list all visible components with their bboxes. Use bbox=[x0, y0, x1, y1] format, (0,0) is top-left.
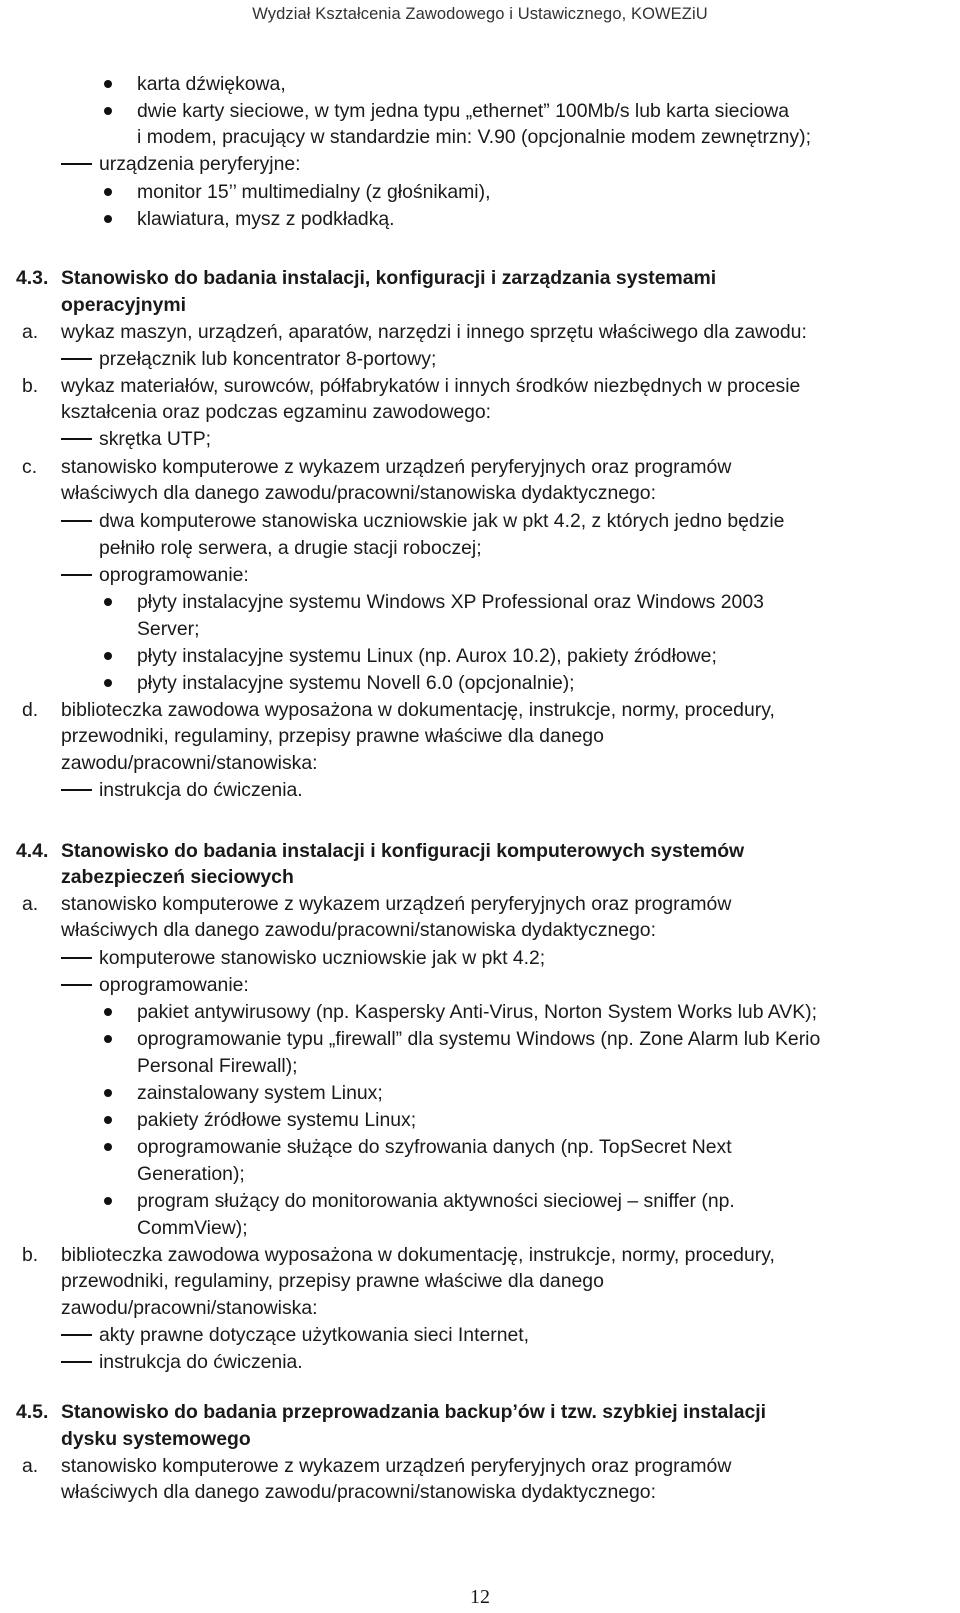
dash-icon bbox=[61, 1361, 92, 1363]
list-item: instrukcja do ćwiczenia. bbox=[99, 779, 303, 801]
list-item: akty prawne dotyczące użytkowania sieci Internet, bbox=[99, 1324, 530, 1346]
item-text-continuation: właściwych dla danego zawodu/pracowni/stanowiska dydaktycznego: bbox=[61, 1481, 656, 1503]
dash-icon bbox=[61, 574, 92, 576]
section-title: Stanowisko do badania instalacji, konfiguracji i zarządzania systemami bbox=[61, 267, 717, 289]
item-text-continuation: przewodniki, regulaminy, przepisy prawne właściwe dla danego bbox=[61, 1270, 604, 1292]
section-title-continuation: zabezpieczeń sieciowych bbox=[61, 866, 294, 888]
item-text-continuation: właściwych dla danego zawodu/pracowni/stanowiska dydaktycznego: bbox=[61, 482, 656, 504]
bullet-icon bbox=[104, 107, 112, 115]
bullet-icon bbox=[104, 215, 112, 223]
bullet-icon bbox=[104, 1089, 112, 1097]
bullet-icon bbox=[104, 1008, 112, 1016]
list-item: dwie karty sieciowe, w tym jedna typu „ethernet” 100Mb/s lub karta sieciowa bbox=[137, 100, 790, 122]
bullet-icon bbox=[104, 598, 112, 606]
bullet-icon bbox=[104, 1116, 112, 1124]
list-item-continuation: Server; bbox=[137, 618, 200, 640]
bullet-icon bbox=[104, 1035, 112, 1043]
bullet-icon bbox=[104, 679, 112, 687]
item-text: biblioteczka zawodowa wyposażona w dokumentację, instrukcje, normy, procedury, bbox=[61, 699, 775, 721]
list-item: oprogramowanie typu „firewall” dla systemu Windows (np. Zone Alarm lub Kerio bbox=[137, 1028, 821, 1050]
item-text-continuation: przewodniki, regulaminy, przepisy prawne właściwe dla danego bbox=[61, 725, 604, 747]
list-item-continuation: CommView); bbox=[137, 1217, 248, 1239]
item-text: wykaz materiałów, surowców, półfabrykatów i innych środków niezbędnych w procesie bbox=[61, 375, 801, 397]
section-title: Stanowisko do badania przeprowadzania backup’ów i tzw. szybkiej instalacji bbox=[61, 1401, 767, 1423]
bullet-icon bbox=[104, 188, 112, 196]
section-title-continuation: operacyjnymi bbox=[61, 294, 187, 316]
item-text: stanowisko komputerowe z wykazem urządzeń peryferyjnych oraz programów bbox=[61, 456, 732, 478]
list-item: przełącznik lub koncentrator 8-portowy; bbox=[99, 348, 437, 370]
running-header: Wydział Kształcenia Zawodowego i Ustawicznego, KOWEZiU bbox=[252, 5, 708, 23]
list-item: monitor 15’’ multimedialny (z głośnikami), bbox=[137, 181, 491, 203]
list-item: urządzenia peryferyjne: bbox=[99, 153, 301, 175]
item-letter: d. bbox=[22, 699, 39, 721]
page-number: 12 bbox=[470, 1586, 490, 1608]
section-number: 4.4. bbox=[16, 840, 49, 862]
item-text: biblioteczka zawodowa wyposażona w dokumentację, instrukcje, normy, procedury, bbox=[61, 1244, 775, 1266]
list-item: płyty instalacyjne systemu Linux (np. Aurox 10.2), pakiety źródłowe; bbox=[137, 645, 717, 667]
item-text-continuation: zawodu/pracowni/stanowiska: bbox=[61, 752, 318, 774]
dash-icon bbox=[61, 163, 92, 165]
list-item-continuation: Personal Firewall); bbox=[137, 1055, 298, 1077]
bullet-icon bbox=[104, 1143, 112, 1151]
dash-icon bbox=[61, 520, 92, 522]
item-text: stanowisko komputerowe z wykazem urządzeń peryferyjnych oraz programów bbox=[61, 1455, 732, 1477]
bullet-icon bbox=[104, 1197, 112, 1205]
item-text: wykaz maszyn, urządzeń, aparatów, narzędzi i innego sprzętu właściwego dla zawodu: bbox=[61, 321, 807, 343]
dash-icon bbox=[61, 438, 92, 440]
list-item: komputerowe stanowisko uczniowskie jak w pkt 4.2; bbox=[99, 947, 546, 969]
list-item-continuation: pełniło rolę serwera, a drugie stacji roboczej; bbox=[99, 537, 482, 559]
bullet-icon bbox=[104, 80, 112, 88]
list-item: płyty instalacyjne systemu Novell 6.0 (opcjonalnie); bbox=[137, 672, 575, 694]
section-number: 4.3. bbox=[16, 267, 49, 289]
item-letter: c. bbox=[22, 456, 38, 478]
list-item: dwa komputerowe stanowiska uczniowskie jak w pkt 4.2, z których jedno będzie bbox=[99, 510, 785, 532]
section-title-continuation: dysku systemowego bbox=[61, 1428, 251, 1450]
item-text-continuation: kształcenia oraz podczas egzaminu zawodowego: bbox=[61, 401, 492, 423]
list-item: instrukcja do ćwiczenia. bbox=[99, 1351, 303, 1373]
dash-icon bbox=[61, 358, 92, 360]
item-letter: b. bbox=[22, 375, 39, 397]
list-item: skrętka UTP; bbox=[99, 428, 212, 450]
list-item: karta dźwiękowa, bbox=[137, 73, 286, 95]
list-item: oprogramowanie: bbox=[99, 564, 249, 586]
list-item: zainstalowany system Linux; bbox=[137, 1082, 383, 1104]
list-item: pakiet antywirusowy (np. Kaspersky Anti-Virus, Norton System Works lub AVK); bbox=[137, 1001, 818, 1023]
dash-icon bbox=[61, 957, 92, 959]
bullet-icon bbox=[104, 652, 112, 660]
section-title: Stanowisko do badania instalacji i konfiguracji komputerowych systemów bbox=[61, 840, 745, 862]
list-item: klawiatura, mysz z podkładką. bbox=[137, 208, 395, 230]
item-text: stanowisko komputerowe z wykazem urządzeń peryferyjnych oraz programów bbox=[61, 893, 732, 915]
list-item: pakiety źródłowe systemu Linux; bbox=[137, 1109, 417, 1131]
dash-icon bbox=[61, 984, 92, 986]
item-letter: a. bbox=[22, 321, 39, 343]
list-item-continuation: Generation); bbox=[137, 1163, 245, 1185]
list-item: płyty instalacyjne systemu Windows XP Professional oraz Windows 2003 bbox=[137, 591, 764, 613]
dash-icon bbox=[61, 1334, 92, 1336]
item-text-continuation: właściwych dla danego zawodu/pracowni/stanowiska dydaktycznego: bbox=[61, 919, 656, 941]
list-item: oprogramowanie: bbox=[99, 974, 249, 996]
item-text-continuation: zawodu/pracowni/stanowiska: bbox=[61, 1297, 318, 1319]
item-letter: a. bbox=[22, 1455, 39, 1477]
item-letter: a. bbox=[22, 893, 39, 915]
list-item: oprogramowanie służące do szyfrowania danych (np. TopSecret Next bbox=[137, 1136, 732, 1158]
list-item: program służący do monitorowania aktywności sieciowej – sniffer (np. bbox=[137, 1190, 735, 1212]
dash-icon bbox=[61, 789, 92, 791]
section-number: 4.5. bbox=[16, 1401, 49, 1423]
item-letter: b. bbox=[22, 1244, 39, 1266]
list-item-continuation: i modem, pracujący w standardzie min: V.90 (opcjonalnie modem zewnętrzny); bbox=[137, 126, 811, 148]
